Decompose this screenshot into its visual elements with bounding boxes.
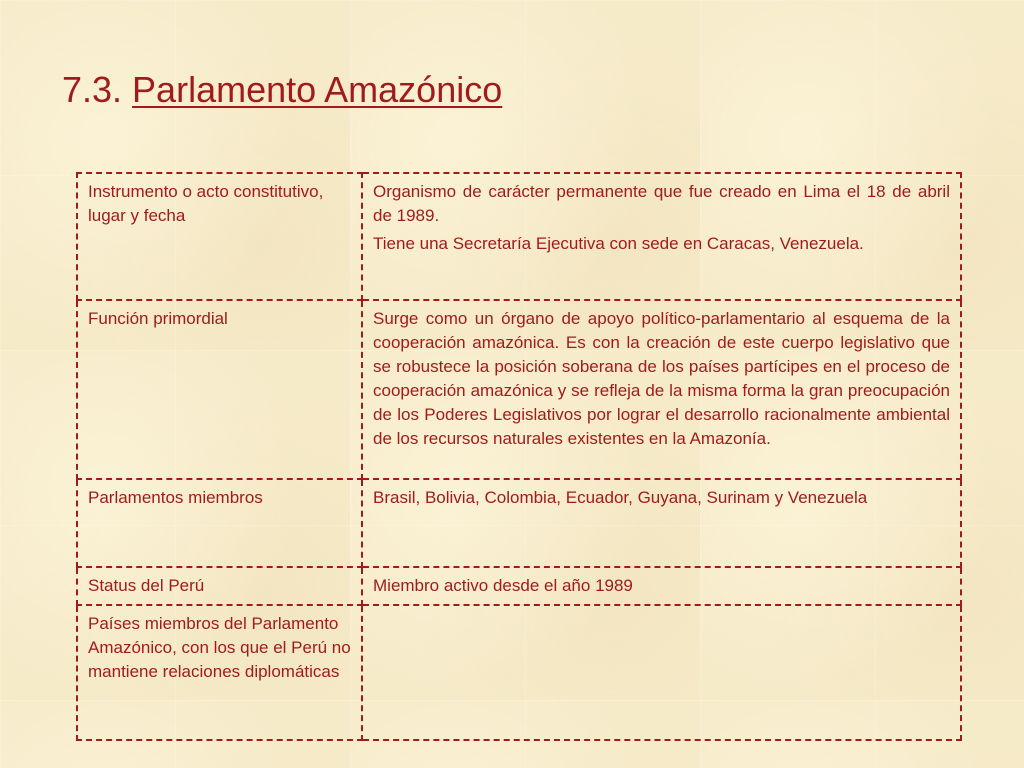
row-label-cell [77, 479, 362, 567]
row-label: Función primordial [88, 309, 228, 328]
table-row [77, 479, 961, 567]
row-value-paragraph: Surge como un órgano de apoyo político-parlamentario al esquema de la cooperación amazónica. Es con la creación de este cuerpo legislativo que se robustece la posición soberana de los países partícipes en el proceso de cooperación amazónica y se refleja de la misma forma la gran preocupación de los Poderes Legislativos por lograr el desarrollo racionalmente ambiental de los recursos naturales existentes en la Amazonía. [373, 309, 950, 448]
row-label-cell [77, 300, 362, 479]
row-label: Instrumento o acto constitutivo, lugar y fecha [88, 182, 324, 225]
table-row [77, 567, 961, 605]
row-value-cell [362, 173, 961, 300]
row-value-cell [362, 300, 961, 479]
row-label-cell [77, 567, 362, 605]
table-row [77, 605, 961, 740]
info-table [76, 172, 962, 741]
row-label: Parlamentos miembros [88, 488, 263, 507]
title-number: 7.3. [62, 69, 123, 110]
table-row [77, 300, 961, 479]
row-label-cell [77, 605, 362, 740]
slide-title [62, 66, 502, 114]
row-label: Países miembros del Parlamento Amazónico, con los que el Perú no mantiene relaciones diplomáticas [88, 614, 351, 681]
row-value-paragraph: Brasil, Bolivia, Colombia, Ecuador, Guyana, Surinam y Venezuela [373, 488, 868, 507]
row-value-cell [362, 479, 961, 567]
row-value-paragraph: Miembro activo desde el año 1989 [373, 576, 633, 595]
row-label: Status del Perú [88, 576, 205, 595]
row-value-paragraph: Organismo de carácter permanente que fue creado en Lima el 18 de abril de 1989. [373, 182, 950, 225]
title-text: Parlamento Amazónico [132, 69, 503, 110]
row-value-paragraph: Tiene una Secretaría Ejecutiva con sede en Caracas, Venezuela. [373, 234, 864, 253]
row-value-cell [362, 567, 961, 605]
table-row [77, 173, 961, 300]
row-label-cell [77, 173, 362, 300]
row-value-cell-empty [362, 605, 961, 740]
